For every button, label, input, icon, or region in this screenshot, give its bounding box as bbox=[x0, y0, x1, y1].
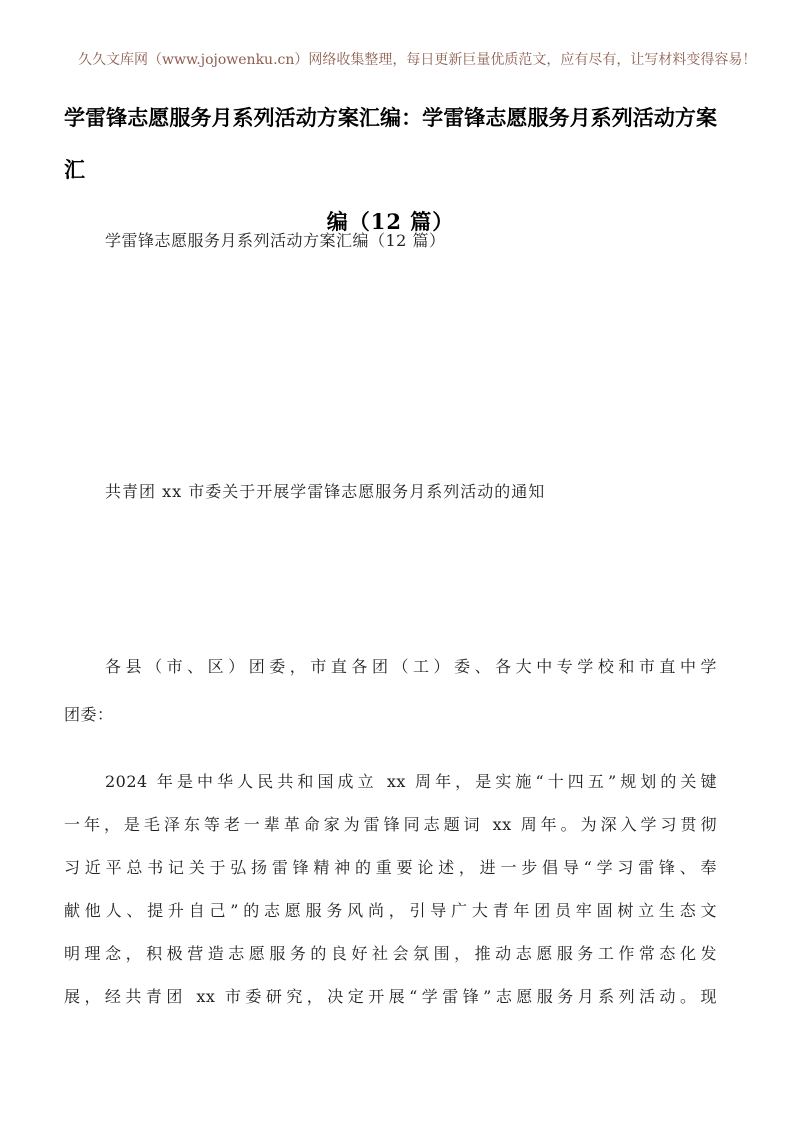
body-paragraph-line-6: 展，经共青团 xx 市委研究，决定开展“学雷锋”志愿服务月系列活动。现 bbox=[64, 987, 717, 1006]
document-subtitle: 学雷锋志愿服务月系列活动方案汇编（12 篇） bbox=[105, 231, 446, 250]
body-paragraph-line-2: 一年，是毛泽东等老一辈革命家为雷锋同志题词 xx 周年。为深入学习贯彻 bbox=[64, 815, 717, 834]
document-title-line-1: 学雷锋志愿服务月系列活动方案汇编：学雷锋志愿服务月系列活动方案汇 bbox=[64, 105, 717, 182]
notice-title: 共青团 xx 市委关于开展学雷锋志愿服务月系列活动的通知 bbox=[105, 482, 546, 501]
salutation-line-2: 团委： bbox=[64, 705, 114, 724]
salutation-line-1: 各县（市、区）团委，市直各团（工）委、各大中专学校和市直中学 bbox=[105, 657, 717, 676]
body-paragraph-line-4: 献他人、提升自己”的志愿服务风尚，引导广大青年团员牢固树立生态文 bbox=[64, 901, 717, 920]
body-paragraph-line-3: 习近平总书记关于弘扬雷锋精神的重要论述，进一步倡导“学习雷锋、奉 bbox=[64, 858, 717, 877]
body-paragraph bbox=[64, 760, 717, 1018]
body-paragraph-line-5: 明理念，积极营造志愿服务的良好社会氛围，推动志愿服务工作常态化发 bbox=[64, 944, 717, 963]
salutation-paragraph bbox=[64, 643, 717, 739]
body-paragraph-line-1: 2024 年是中华人民共和国成立 xx 周年，是实施“十四五”规划的关键 bbox=[105, 772, 717, 791]
document-title-line-2: 编（12 篇） bbox=[326, 209, 455, 234]
site-watermark-header: 久久文库网（www.jojowenku.cn）网络收集整理，每日更新巨量优质范文，应有尽有，让写材料变得容易！ bbox=[78, 52, 757, 68]
